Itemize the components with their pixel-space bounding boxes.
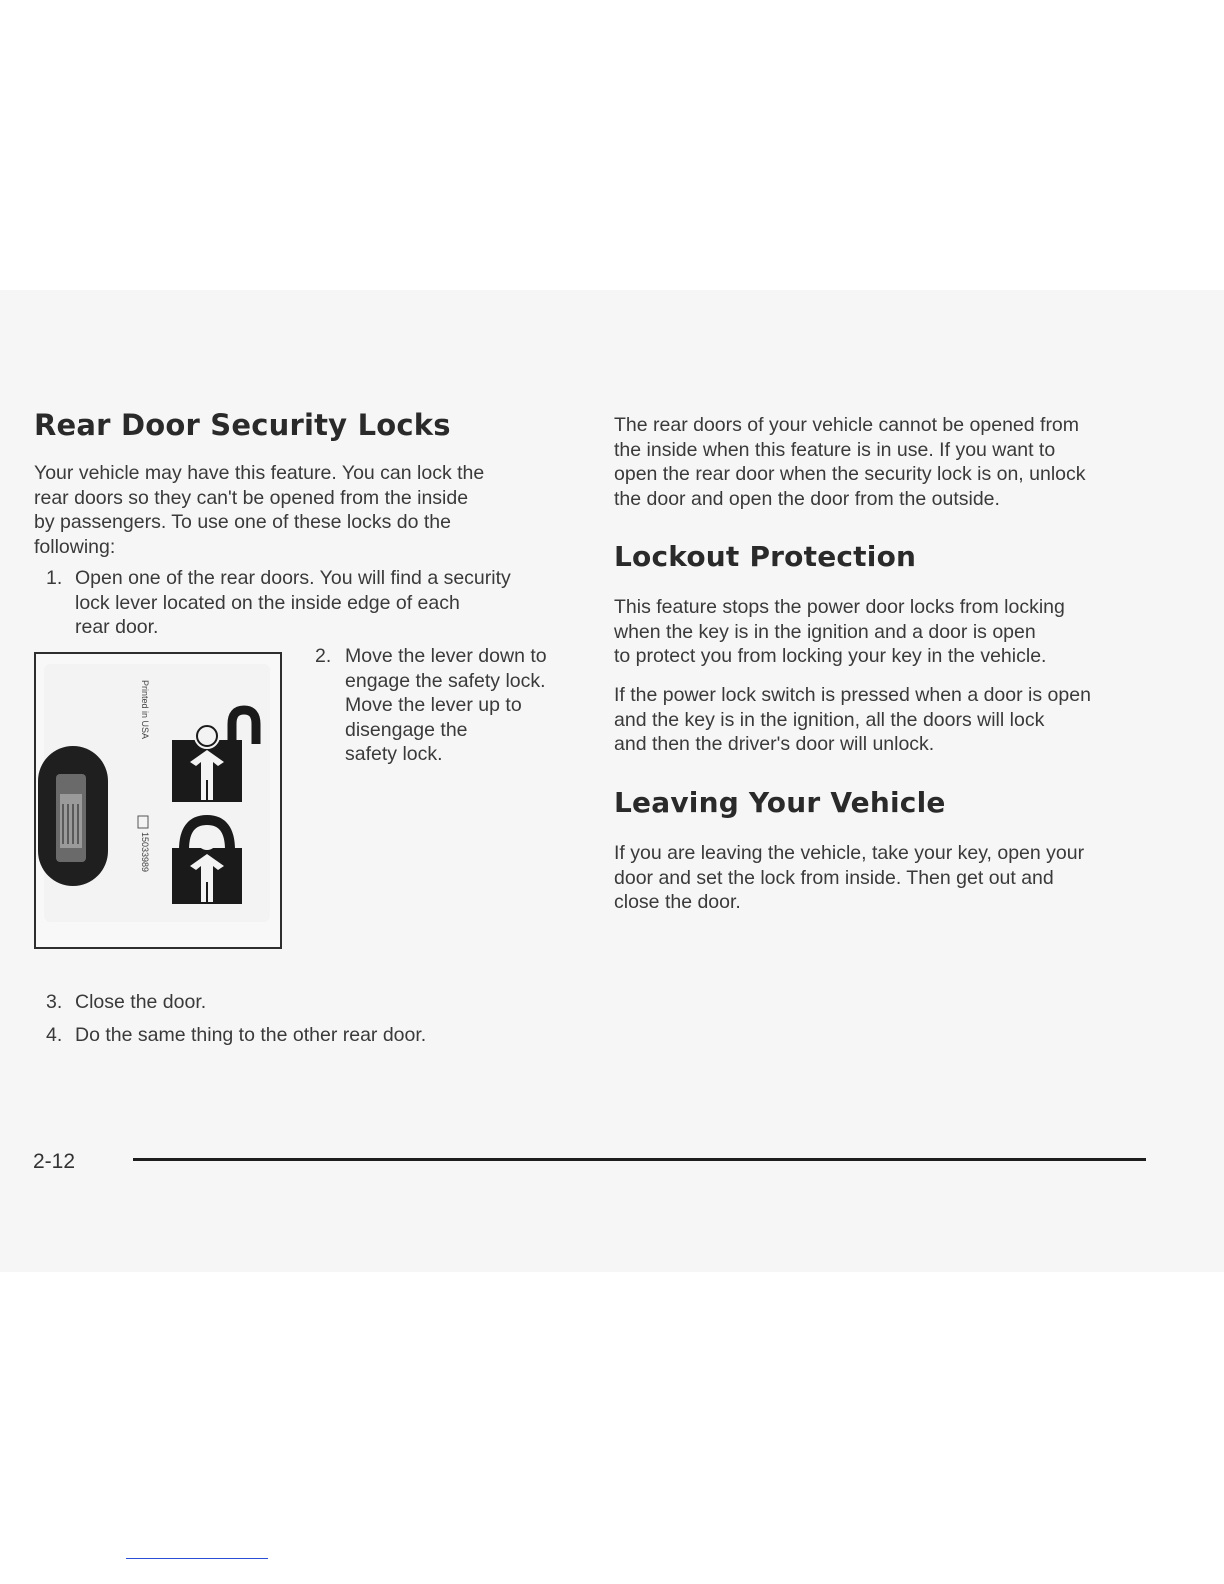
lever-switch-icon (38, 746, 108, 886)
step-line: Close the door. (75, 991, 207, 1013)
step-line: engage the safety lock. (345, 669, 546, 692)
step-line: Move the lever down to (345, 645, 547, 667)
step-line: safety lock. (345, 743, 443, 765)
step-line: lock lever located on the inside edge of each (75, 591, 460, 614)
leaving-line: If you are leaving the vehicle, take your key, open your (614, 842, 1085, 864)
leaving-line: door and set the lock from inside. Then get out and (614, 866, 1054, 889)
step-number: 1. (46, 567, 63, 589)
part-number-label: 15033989 (140, 832, 150, 873)
step-number: 3. (46, 991, 63, 1013)
step-line: rear door. (75, 616, 159, 638)
link-underline (126, 1558, 268, 1559)
step-line: Move the lever up to (345, 694, 522, 716)
step-number: 4. (46, 1024, 63, 1046)
continuation-line: The rear doors of your vehicle cannot be opened from (614, 414, 1080, 436)
child-locked-icon (172, 820, 242, 904)
intro-paragraph (34, 461, 484, 559)
lockout-line: and then the driver's door will unlock. (614, 733, 935, 755)
step-text (75, 566, 511, 640)
step-number: 2. (315, 645, 332, 667)
leaving-line: close the door. (614, 891, 741, 913)
lockout-line: This feature stops the power door locks from locking (614, 596, 1065, 618)
step-line: Do the same thing to the other rear door. (75, 1024, 427, 1046)
step-text (75, 1023, 426, 1048)
security-lock-illustration (36, 654, 280, 947)
continuation-line: the inside when this feature is in use. If you want to (614, 438, 1056, 461)
security-lock-label-figure (34, 652, 282, 949)
step-text (345, 644, 547, 767)
section-heading-rear-door-security-locks: Rear Door Security Locks (34, 408, 451, 442)
intro-line: rear doors so they can't be opened from the inside (34, 486, 469, 509)
intro-line: by passengers. To use one of these locks do the (34, 511, 451, 533)
section-heading-lockout-protection: Lockout Protection (614, 540, 917, 573)
footer-rule (133, 1158, 1146, 1161)
step-line: disengage the (345, 718, 468, 741)
lockout-line: and the key is in the ignition, all the doors will lock (614, 708, 1045, 731)
printed-in-usa-label: Printed in USA (140, 680, 150, 740)
lockout-line: to protect you from locking your key in the vehicle. (614, 645, 1047, 667)
lockout-paragraph-1 (614, 595, 1065, 669)
continuation-line: open the rear door when the security lock is on, unlock (614, 463, 1086, 485)
lockout-paragraph-2 (614, 683, 1091, 757)
step-line: Open one of the rear doors. You will find a security (75, 567, 511, 589)
lockout-line: If the power lock switch is pressed when a door is open (614, 684, 1091, 706)
step-text (75, 990, 206, 1015)
lockout-line: when the key is in the ignition and a door is open (614, 620, 1036, 643)
section-heading-leaving-your-vehicle: Leaving Your Vehicle (614, 786, 946, 819)
intro-line: Your vehicle may have this feature. You can lock the (34, 462, 485, 484)
leaving-paragraph (614, 841, 1084, 915)
continuation-line: the door and open the door from the outside. (614, 487, 1000, 510)
page-number: 2-12 (33, 1150, 76, 1173)
intro-line: following: (34, 535, 116, 558)
continuation-paragraph (614, 413, 1086, 511)
